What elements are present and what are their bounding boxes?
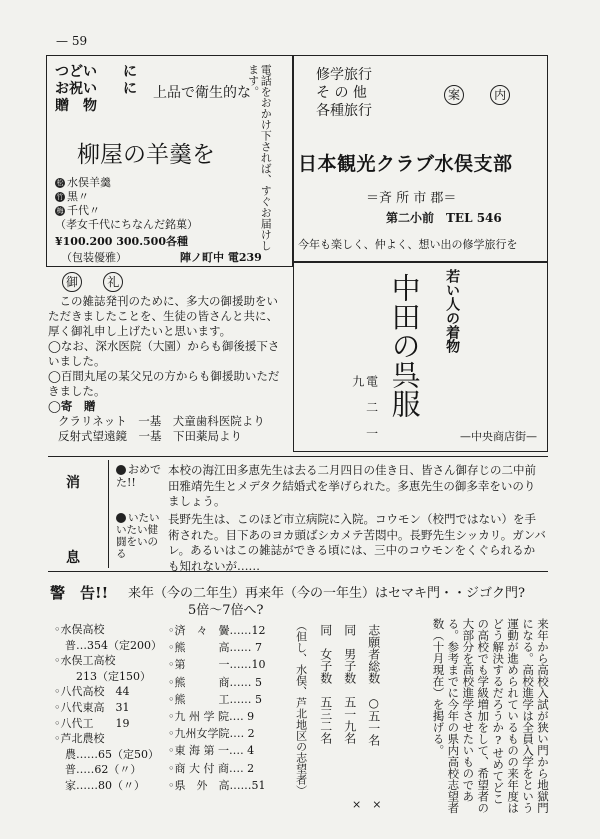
bullet-icon [116, 513, 126, 523]
nakata-phone: 電 二 一 九 [350, 375, 379, 439]
travel-contact: 第二小前 TEL 546 [386, 211, 502, 225]
warning-ratio: 5倍～7倍へ? [188, 603, 264, 618]
warning-text: 来年（今の二年生）再来年（今の一年生）はセマキ門・・ジゴク門? [128, 586, 525, 601]
thanks-para-3: ◯百間丸尾の某父兄の方からも御援助いただきました。 [48, 369, 280, 398]
annai-2: 内 [490, 85, 510, 105]
news-divider [108, 460, 109, 568]
item1-text: 本校の海江田多恵先生は去る二月四日の佳き日、皆さん御存じの二中前田雅靖先生とメデタク結婚式を挙げられた。多恵先生の御多幸をいのりましょう。 [168, 463, 536, 508]
stats-mid-row: ◦九 州 学 院‥‥ 9 [168, 710, 255, 724]
stats-vertical-2: 同 男子数 五一九名 [342, 624, 357, 744]
stats-left-row: 213（定150） [54, 669, 151, 683]
stats-left-row: 農……65（定50） [54, 747, 159, 761]
plum-icon: 梅 [56, 207, 64, 215]
stats-mid [168, 622, 266, 794]
occasion-1: つどい [55, 64, 97, 80]
yagi-title: 柳屋の羊羹を [77, 142, 215, 168]
stats-vertical-3: 同 女子数 五三二名 [318, 624, 333, 744]
occasion-2: お祝い [55, 81, 97, 97]
thanks-heading-2: 礼 [103, 272, 123, 292]
stats-mid-row: ◦熊 工‥‥‥ 5 [168, 692, 262, 706]
bullet-icon [116, 465, 126, 475]
travel-item-3: 各種旅行 [316, 103, 372, 119]
travel-location: ＝斉 所 市 郡＝ [366, 191, 457, 206]
page-number: — 59 [56, 34, 88, 48]
product-2: 竹 黒〃 [56, 190, 89, 203]
stats-mid-row: ◦東 海 第 一‥‥ 4 [168, 744, 255, 758]
ad-nakata-box [293, 262, 548, 452]
stats-note-markers: × × [352, 798, 382, 811]
stats-left-row: ◦八代高校 44 [54, 685, 130, 699]
item2-label: いたいいたい健闘をいのる [116, 512, 160, 560]
item1-label: おめでた!! [116, 463, 161, 489]
thanks-para-1: この雑誌発刊のために、多大の御援助をいただきましたことを、生徒の皆さんと共に、厚く御礼申し上げたいと思います。 [48, 294, 278, 338]
yagi-address: 陣ノ町中 電239 [180, 251, 262, 264]
stats-left-row: ◦八代工 19 [54, 716, 130, 730]
stats-left-row: ◦水俣工高校 [54, 654, 116, 668]
stats-left [54, 622, 162, 794]
yagi-packaging: （包装優雅） [61, 251, 127, 264]
stats-mid-row: ◦第 一‥‥‥10 [168, 658, 266, 672]
stats-mid-row: ◦熊 高‥‥‥ 7 [168, 641, 262, 655]
occasion-3: 贈 物 [55, 98, 97, 114]
travel-item-1: 修学旅行 [316, 67, 372, 83]
bamboo-icon: 竹 [56, 193, 64, 201]
stats-left-row: ◦水俣高校 [54, 623, 105, 636]
yagi-prices: ¥100.200 300.500各種 [55, 235, 188, 248]
thanks-section [48, 272, 288, 444]
travel-slogan: 今年も楽しく、仲よく、想い出の修学旅行を [298, 238, 518, 251]
nakata-tagline: 若い人の着物 [444, 269, 461, 353]
warning-heading: 警 告!! [50, 584, 109, 602]
thanks-para-2: ◯なお、深水医院（大園）からも御後援下さいました。 [48, 339, 280, 368]
news-top-rule [48, 456, 548, 457]
nakata-name: 中田の呉服 [387, 273, 422, 418]
product-note: （孝女千代にちなんだ銘菓） [55, 218, 198, 231]
nakata-street: —中央商店街— [460, 430, 537, 443]
yagi-tagline: 上品で衛生的な [153, 85, 251, 101]
stats-left-row: ◦芦北農校 [54, 732, 105, 746]
ni-1: に [123, 64, 137, 80]
stats-left-row: 家……80（〃） [54, 778, 145, 792]
travel-item-2: そ の 他 [316, 85, 367, 101]
stats-mid-row: ◦商 大 付 商‥‥ 2 [168, 761, 255, 775]
thanks-heading-1: 御 [62, 272, 82, 292]
stats-mid-row: ◦熊 商‥‥‥ 5 [168, 675, 262, 689]
ad-travel-box [293, 55, 548, 262]
stats-left-row: 普…354（定200） [54, 638, 162, 652]
ni-2: に [123, 81, 137, 97]
warning-top-rule [48, 571, 548, 572]
gift-1: クラリネット 一基 犬童歯科医院より [58, 414, 265, 428]
gift-2: 反射式望遠鏡 一基 下田薬局より [58, 429, 242, 443]
stats-left-row: 普…‥62（〃） [54, 763, 142, 777]
yagi-delivery-note: 電話をおかけ下されば、すぐお届けします。 [246, 64, 273, 251]
product-1: 松 水俣羊羹 [56, 176, 111, 189]
stats-left-row: ◦八代東高 31 [54, 700, 130, 714]
product-3: 梅 千代〃 [56, 204, 100, 217]
annai-1: 案 [444, 85, 464, 105]
gift-heading: ◯寄 贈 [48, 399, 96, 413]
commentary: 来年から高校入試が狭い門から地獄門になる。高校進学は全員入学をという運動が進められているものの来年度はどう解決するだろうか?せめてどこの高校でも学級増加をして、希望者の大部分を高校進学させたいものである。参考までに今年の県内高校志望者数（十月現在）を掲げる。 [431, 618, 550, 814]
news-side-label-1: 消 [66, 475, 80, 491]
pine-icon: 松 [56, 179, 64, 187]
stats-mid-row: ◦九州女学院‥‥ 2 [168, 727, 255, 741]
news-side-label-2: 息 [66, 550, 80, 566]
stats-vertical-1: 志願者総数 ○五一名 [366, 624, 381, 746]
travel-company: 日本観光クラブ水俣支部 [298, 153, 513, 175]
stats-mid-row: ◦済 々 黌‥‥‥12 [168, 624, 266, 637]
stats-vertical-4: （但し、水俣、芦北地区の志望者） [294, 620, 308, 796]
item2-text: 長野先生は、このほど市立病院に入院。コウモン（校門ではない）を手術された。目下あのヨカ頭ばシカメテ苦悶中。長野先生シッカリ。ガンバレ。あるいはこの雑誌ができる頃には、三中のコウモンをくぐられるかも知れないが…… [168, 512, 546, 573]
stats-mid-row: ◦県 外 高‥‥‥51 [168, 778, 266, 792]
